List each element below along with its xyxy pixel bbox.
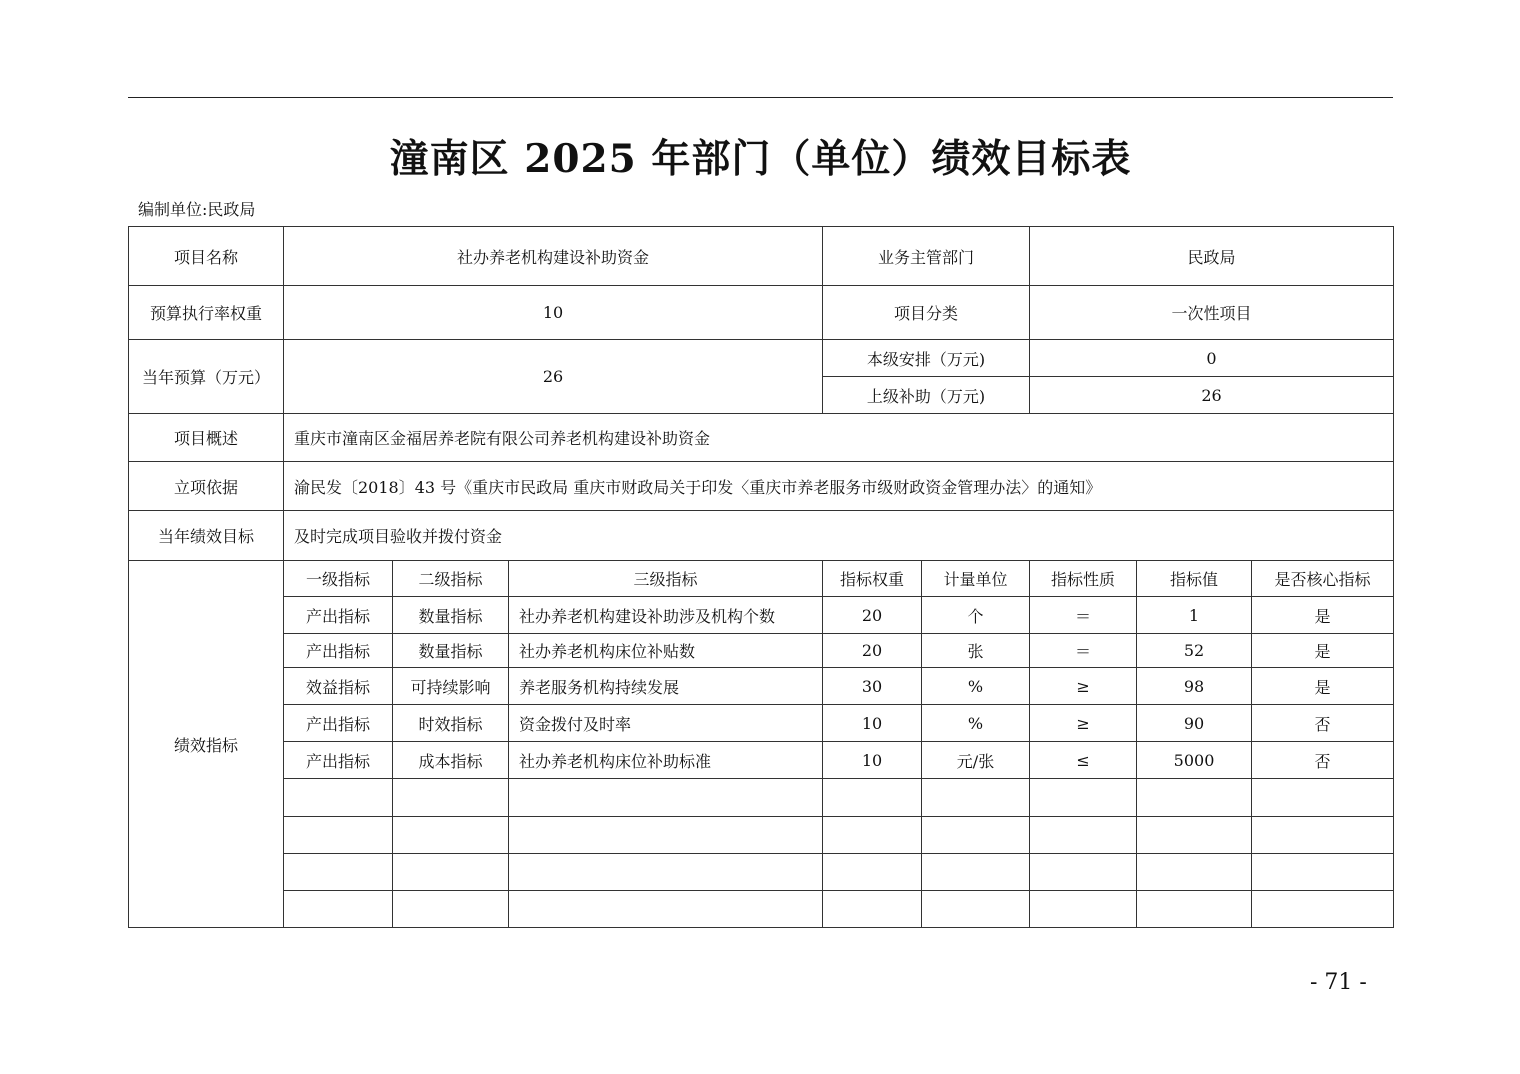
indicators-section-label: 绩效指标 bbox=[129, 561, 284, 928]
indicator-nature: ≤ bbox=[1030, 742, 1137, 779]
indicator-weight: 20 bbox=[823, 597, 922, 634]
indicator-level3: 社办养老机构床位补贴数 bbox=[509, 634, 823, 668]
budget-label: 当年预算（万元） bbox=[129, 340, 284, 414]
indicator-level2: 数量指标 bbox=[393, 597, 509, 634]
basis-value: 渝民发〔2018〕43 号《重庆市民政局 重庆市财政局关于印发〈重庆市养老服务市级财政资金管理办法〉的通知》 bbox=[284, 462, 1394, 511]
indicator-level1: 产出指标 bbox=[284, 742, 393, 779]
weight-label: 预算执行率权重 bbox=[129, 286, 284, 340]
compiling-unit-value: 民政局 bbox=[207, 200, 256, 219]
empty-indicator-row bbox=[129, 779, 1394, 817]
header-nature: 指标性质 bbox=[1030, 561, 1137, 597]
row-annual-budget bbox=[129, 340, 1394, 377]
indicator-value: 5000 bbox=[1137, 742, 1252, 779]
indicator-nature: ＝ bbox=[1030, 634, 1137, 668]
document-title: 潼南区 2025 年部门（单位）绩效目标表 bbox=[389, 136, 1132, 182]
compiling-unit bbox=[138, 197, 255, 220]
overview-value: 重庆市潼南区金福居养老院有限公司养老机构建设补助资金 bbox=[284, 414, 1394, 462]
indicator-core: 是 bbox=[1252, 634, 1394, 668]
row-project-basis bbox=[129, 462, 1394, 511]
indicator-weight: 30 bbox=[823, 668, 922, 705]
indicator-row bbox=[129, 634, 1394, 668]
local-budget-label: 本级安排（万元) bbox=[823, 340, 1030, 377]
indicator-level3: 社办养老机构建设补助涉及机构个数 bbox=[509, 597, 823, 634]
overview-label: 项目概述 bbox=[129, 414, 284, 462]
indicator-nature: ≥ bbox=[1030, 668, 1137, 705]
indicator-level3: 社办养老机构床位补助标准 bbox=[509, 742, 823, 779]
row-budget-weight bbox=[129, 286, 1394, 340]
category-label: 项目分类 bbox=[823, 286, 1030, 340]
header-weight: 指标权重 bbox=[823, 561, 922, 597]
indicator-row bbox=[129, 597, 1394, 634]
row-project-overview bbox=[129, 414, 1394, 462]
indicator-core: 否 bbox=[1252, 742, 1394, 779]
indicator-level1: 产出指标 bbox=[284, 705, 393, 742]
indicator-header-row bbox=[129, 561, 1394, 597]
budget-value: 26 bbox=[284, 340, 823, 414]
header-value: 指标值 bbox=[1137, 561, 1252, 597]
indicator-weight: 10 bbox=[823, 742, 922, 779]
header-core: 是否核心指标 bbox=[1252, 561, 1394, 597]
basis-label: 立项依据 bbox=[129, 462, 284, 511]
indicator-unit: % bbox=[922, 705, 1030, 742]
header-unit: 计量单位 bbox=[922, 561, 1030, 597]
indicator-level3: 资金拨付及时率 bbox=[509, 705, 823, 742]
empty-indicator-row bbox=[129, 891, 1394, 928]
weight-value: 10 bbox=[284, 286, 823, 340]
project-name-value: 社办养老机构建设补助资金 bbox=[284, 227, 823, 286]
indicator-unit: 个 bbox=[922, 597, 1030, 634]
indicator-core: 是 bbox=[1252, 668, 1394, 705]
goal-label: 当年绩效目标 bbox=[129, 511, 284, 561]
indicator-value: 98 bbox=[1137, 668, 1252, 705]
performance-target-table bbox=[128, 226, 1394, 928]
indicator-nature: ＝ bbox=[1030, 597, 1137, 634]
indicator-row bbox=[129, 705, 1394, 742]
indicator-nature: ≥ bbox=[1030, 705, 1137, 742]
indicator-level2: 数量指标 bbox=[393, 634, 509, 668]
indicator-row bbox=[129, 742, 1394, 779]
compiling-unit-label: 编制单位: bbox=[138, 200, 208, 219]
empty-indicator-row bbox=[129, 817, 1394, 854]
indicator-level1: 效益指标 bbox=[284, 668, 393, 705]
indicator-level3: 养老服务机构持续发展 bbox=[509, 668, 823, 705]
header-level3: 三级指标 bbox=[509, 561, 823, 597]
indicator-core: 否 bbox=[1252, 705, 1394, 742]
indicator-value: 90 bbox=[1137, 705, 1252, 742]
indicator-level2: 时效指标 bbox=[393, 705, 509, 742]
indicator-unit: 张 bbox=[922, 634, 1030, 668]
indicator-level1: 产出指标 bbox=[284, 597, 393, 634]
upper-subsidy-label: 上级补助（万元) bbox=[823, 377, 1030, 414]
dept-label: 业务主管部门 bbox=[823, 227, 1030, 286]
indicator-unit: % bbox=[922, 668, 1030, 705]
category-value: 一次性项目 bbox=[1030, 286, 1394, 340]
indicator-value: 1 bbox=[1137, 597, 1252, 634]
header-level2: 二级指标 bbox=[393, 561, 509, 597]
project-name-label: 项目名称 bbox=[129, 227, 284, 286]
indicator-unit: 元/张 bbox=[922, 742, 1030, 779]
indicator-value: 52 bbox=[1137, 634, 1252, 668]
dept-value: 民政局 bbox=[1030, 227, 1394, 286]
goal-value: 及时完成项目验收并拨付资金 bbox=[284, 511, 1394, 561]
row-project-name bbox=[129, 227, 1394, 286]
row-performance-goal bbox=[129, 511, 1394, 561]
header-rule bbox=[128, 97, 1393, 98]
empty-indicator-row bbox=[129, 854, 1394, 891]
indicator-level2: 成本指标 bbox=[393, 742, 509, 779]
indicator-level2: 可持续影响 bbox=[393, 668, 509, 705]
indicator-weight: 10 bbox=[823, 705, 922, 742]
local-budget-value: 0 bbox=[1030, 340, 1394, 377]
upper-subsidy-value: 26 bbox=[1030, 377, 1394, 414]
indicator-row bbox=[129, 668, 1394, 705]
page-number: - 71 - bbox=[1310, 970, 1367, 995]
header-level1: 一级指标 bbox=[284, 561, 393, 597]
indicator-core: 是 bbox=[1252, 597, 1394, 634]
indicator-level1: 产出指标 bbox=[284, 634, 393, 668]
indicator-weight: 20 bbox=[823, 634, 922, 668]
